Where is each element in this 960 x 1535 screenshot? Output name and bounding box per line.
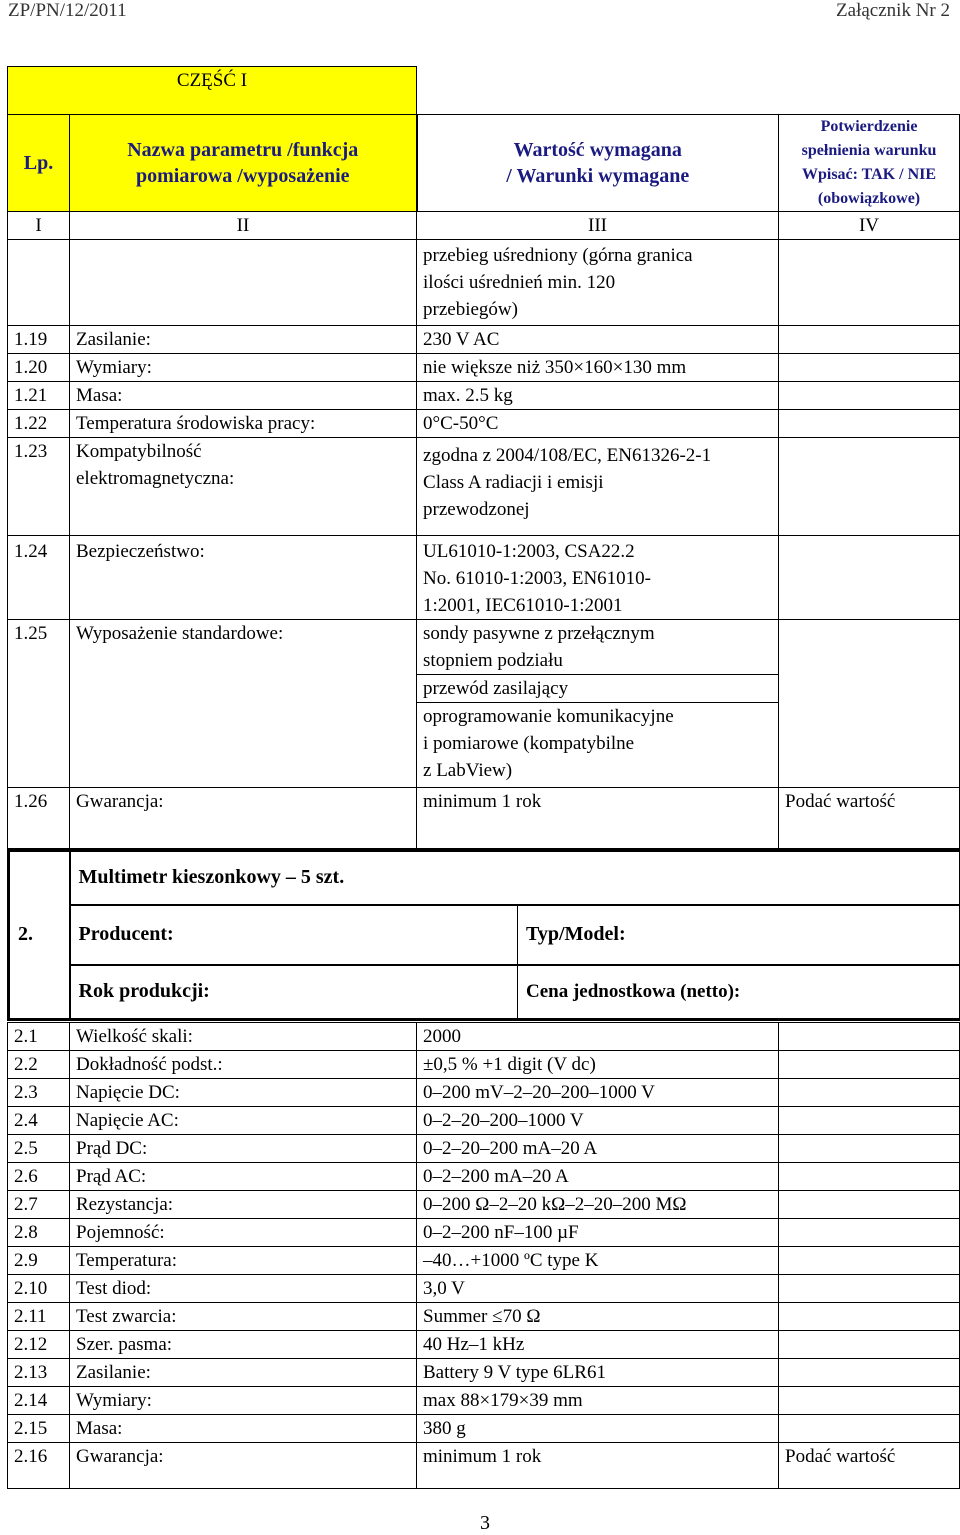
spec-table-part2 — [7, 1022, 960, 1489]
roman-ii: II — [70, 212, 417, 240]
confirm-cell[interactable] — [779, 1247, 960, 1275]
model-field[interactable]: Typ/Model: — [518, 905, 960, 965]
table-row: 1.23 Kompatybilność elektromagnetyczna: zgodna z 2004/108/EC, EN61326-2-1 Class A radiacji i emisji przewodzonej — [8, 438, 960, 536]
table-row: 1.25 Wyposażenie standardowe: sondy pasywne z przełącznym stopniem podziału przewód zasilający oprogramowanie komunikacyjne i pomiarowe (kompatybilne z LabView) — [8, 620, 960, 788]
section2-header — [7, 848, 960, 1021]
confirm-cell[interactable] — [779, 1303, 960, 1331]
confirm-cell[interactable] — [779, 1107, 960, 1135]
confirm-cell[interactable]: Podać wartość — [779, 1443, 960, 1489]
confirm-cell[interactable] — [779, 1135, 960, 1163]
param-name: Temperatura: — [70, 1247, 417, 1275]
param-value: 0–2–20–200 mA–20 A — [417, 1135, 779, 1163]
confirm-cell[interactable] — [779, 354, 960, 382]
row-number: 2.4 — [8, 1107, 70, 1135]
table-row — [8, 1135, 960, 1163]
col-confirm: Potwierdzenie spełnienia warunku Wpisać: TAK / NIE (obowiązkowe) — [779, 115, 960, 212]
row-number: 2.5 — [8, 1135, 70, 1163]
row-number: 2.13 — [8, 1359, 70, 1387]
table-row: 1.20 Wymiary: nie większe niż 350×160×130 mm — [8, 354, 960, 382]
param-value: 3,0 V — [417, 1275, 779, 1303]
param-name: Zasilanie: — [70, 1359, 417, 1387]
param-name: Rezystancja: — [70, 1191, 417, 1219]
param-name: Napięcie AC: — [70, 1107, 417, 1135]
param-value: ±0,5 % +1 digit (V dc) — [417, 1051, 779, 1079]
row-number: 2.1 — [8, 1023, 70, 1051]
confirm-cell[interactable] — [779, 1415, 960, 1443]
confirm-cell[interactable] — [779, 240, 960, 326]
year-field[interactable]: Rok produkcji: — [70, 965, 518, 1020]
confirm-cell[interactable] — [779, 1275, 960, 1303]
param-name: Test zwarcia: — [70, 1303, 417, 1331]
confirm-cell[interactable] — [779, 1359, 960, 1387]
col-name: Nazwa parametru /funkcja pomiarowa /wyposażenie — [70, 115, 417, 212]
document-reference: ZP/PN/12/2011 — [8, 0, 127, 21]
param-name: Dokładność podst.: — [70, 1051, 417, 1079]
table-row — [8, 1275, 960, 1303]
row-number: 2.7 — [8, 1191, 70, 1219]
confirm-cell[interactable] — [779, 382, 960, 410]
confirm-cell[interactable] — [779, 410, 960, 438]
param-value: max 88×179×39 mm — [417, 1387, 779, 1415]
table-row — [8, 1107, 960, 1135]
table-row — [8, 1023, 960, 1051]
table-row — [8, 1079, 960, 1107]
param-value: Battery 9 V type 6LR61 — [417, 1359, 779, 1387]
row-number: 2.11 — [8, 1303, 70, 1331]
row-number: 2.12 — [8, 1331, 70, 1359]
table-row — [8, 1387, 960, 1415]
roman-i: I — [8, 212, 70, 240]
value-cell: przebieg uśredniony (górna granica ilości uśrednień min. 120 przebiegów) — [417, 240, 779, 326]
confirm-cell[interactable] — [779, 536, 960, 620]
part-label: CZĘŚĆ I — [8, 67, 417, 115]
confirm-cell[interactable] — [779, 326, 960, 354]
param-name: Wielkość skali: — [70, 1023, 417, 1051]
row-number: 2.2 — [8, 1051, 70, 1079]
param-value: 0–2–20–200–1000 V — [417, 1107, 779, 1135]
table-row: 2.16 Gwarancja: minimum 1 rok Podać wartość — [8, 1443, 960, 1489]
confirm-cell[interactable] — [779, 1051, 960, 1079]
confirm-cell[interactable] — [779, 1331, 960, 1359]
table-row — [8, 1303, 960, 1331]
attachment-label: Załącznik Nr 2 — [836, 0, 950, 21]
param-value: 40 Hz–1 kHz — [417, 1331, 779, 1359]
param-name: Wymiary: — [70, 1387, 417, 1415]
price-field[interactable]: Cena jednostkowa (netto): — [518, 965, 960, 1020]
table-row — [8, 1331, 960, 1359]
param-name: Pojemność: — [70, 1219, 417, 1247]
confirm-cell[interactable] — [779, 1163, 960, 1191]
table-row — [8, 1191, 960, 1219]
row-number: 2.8 — [8, 1219, 70, 1247]
param-value: 0–200 mV–2–20–200–1000 V — [417, 1079, 779, 1107]
table-row — [8, 1247, 960, 1275]
param-value: Summer ≤70 Ω — [417, 1303, 779, 1331]
confirm-cell[interactable] — [779, 1219, 960, 1247]
row-number: 2.6 — [8, 1163, 70, 1191]
param-value: 380 g — [417, 1415, 779, 1443]
confirm-cell[interactable] — [779, 1191, 960, 1219]
table-row: 1.21 Masa: max. 2.5 kg — [8, 382, 960, 410]
section2-title: Multimetr kieszonkowy – 5 szt. — [70, 850, 960, 905]
param-name: Masa: — [70, 1415, 417, 1443]
row-number: 2.14 — [8, 1387, 70, 1415]
param-value: –40…+1000 ºC type K — [417, 1247, 779, 1275]
confirm-cell[interactable]: Podać wartość — [779, 788, 960, 852]
confirm-cell[interactable] — [779, 438, 960, 536]
param-name: Napięcie DC: — [70, 1079, 417, 1107]
spec-table-part1 — [7, 66, 960, 852]
confirm-cell[interactable] — [779, 620, 960, 788]
param-name: Szer. pasma: — [70, 1331, 417, 1359]
row-number: 2.10 — [8, 1275, 70, 1303]
row-number: 2.15 — [8, 1415, 70, 1443]
row-number: 2.3 — [8, 1079, 70, 1107]
confirm-cell[interactable] — [779, 1387, 960, 1415]
table-row — [8, 1163, 960, 1191]
param-value: 0–2–200 mA–20 A — [417, 1163, 779, 1191]
roman-iv: IV — [779, 212, 960, 240]
table-row — [8, 1051, 960, 1079]
param-name: Prąd DC: — [70, 1135, 417, 1163]
table-row: 1.19 Zasilanie: 230 V AC — [8, 326, 960, 354]
table-row — [8, 1219, 960, 1247]
col-value: Wartość wymagana / Warunki wymagane — [417, 115, 779, 212]
producer-field[interactable]: Producent: — [70, 905, 518, 965]
param-value: 2000 — [417, 1023, 779, 1051]
table-row — [8, 1415, 960, 1443]
param-name: Prąd AC: — [70, 1163, 417, 1191]
param-name: Test diod: — [70, 1275, 417, 1303]
section2-number: 2. — [9, 850, 70, 1020]
col-lp: Lp. — [8, 115, 70, 212]
table-row: 1.24 Bezpieczeństwo: UL61010-1:2003, CSA22.2 No. 61010-1:2003, EN61010- 1:2001, IEC61010-1:2001 — [8, 536, 960, 620]
table-row: 1.26 Gwarancja: minimum 1 rok Podać wartość — [8, 788, 960, 852]
row-number: 2.9 — [8, 1247, 70, 1275]
confirm-cell[interactable] — [779, 1023, 960, 1051]
table-row — [8, 240, 960, 326]
page-number: 3 — [480, 1512, 490, 1534]
param-value: 0–2–200 nF–100 µF — [417, 1219, 779, 1247]
roman-numeral-row — [8, 212, 960, 240]
table-row — [8, 1359, 960, 1387]
roman-iii: III — [417, 212, 779, 240]
table-row: 1.22 Temperatura środowiska pracy: 0°C-50°C — [8, 410, 960, 438]
param-value: 0–200 Ω–2–20 kΩ–2–20–200 MΩ — [417, 1191, 779, 1219]
confirm-cell[interactable] — [779, 1079, 960, 1107]
column-header-row — [8, 115, 960, 212]
